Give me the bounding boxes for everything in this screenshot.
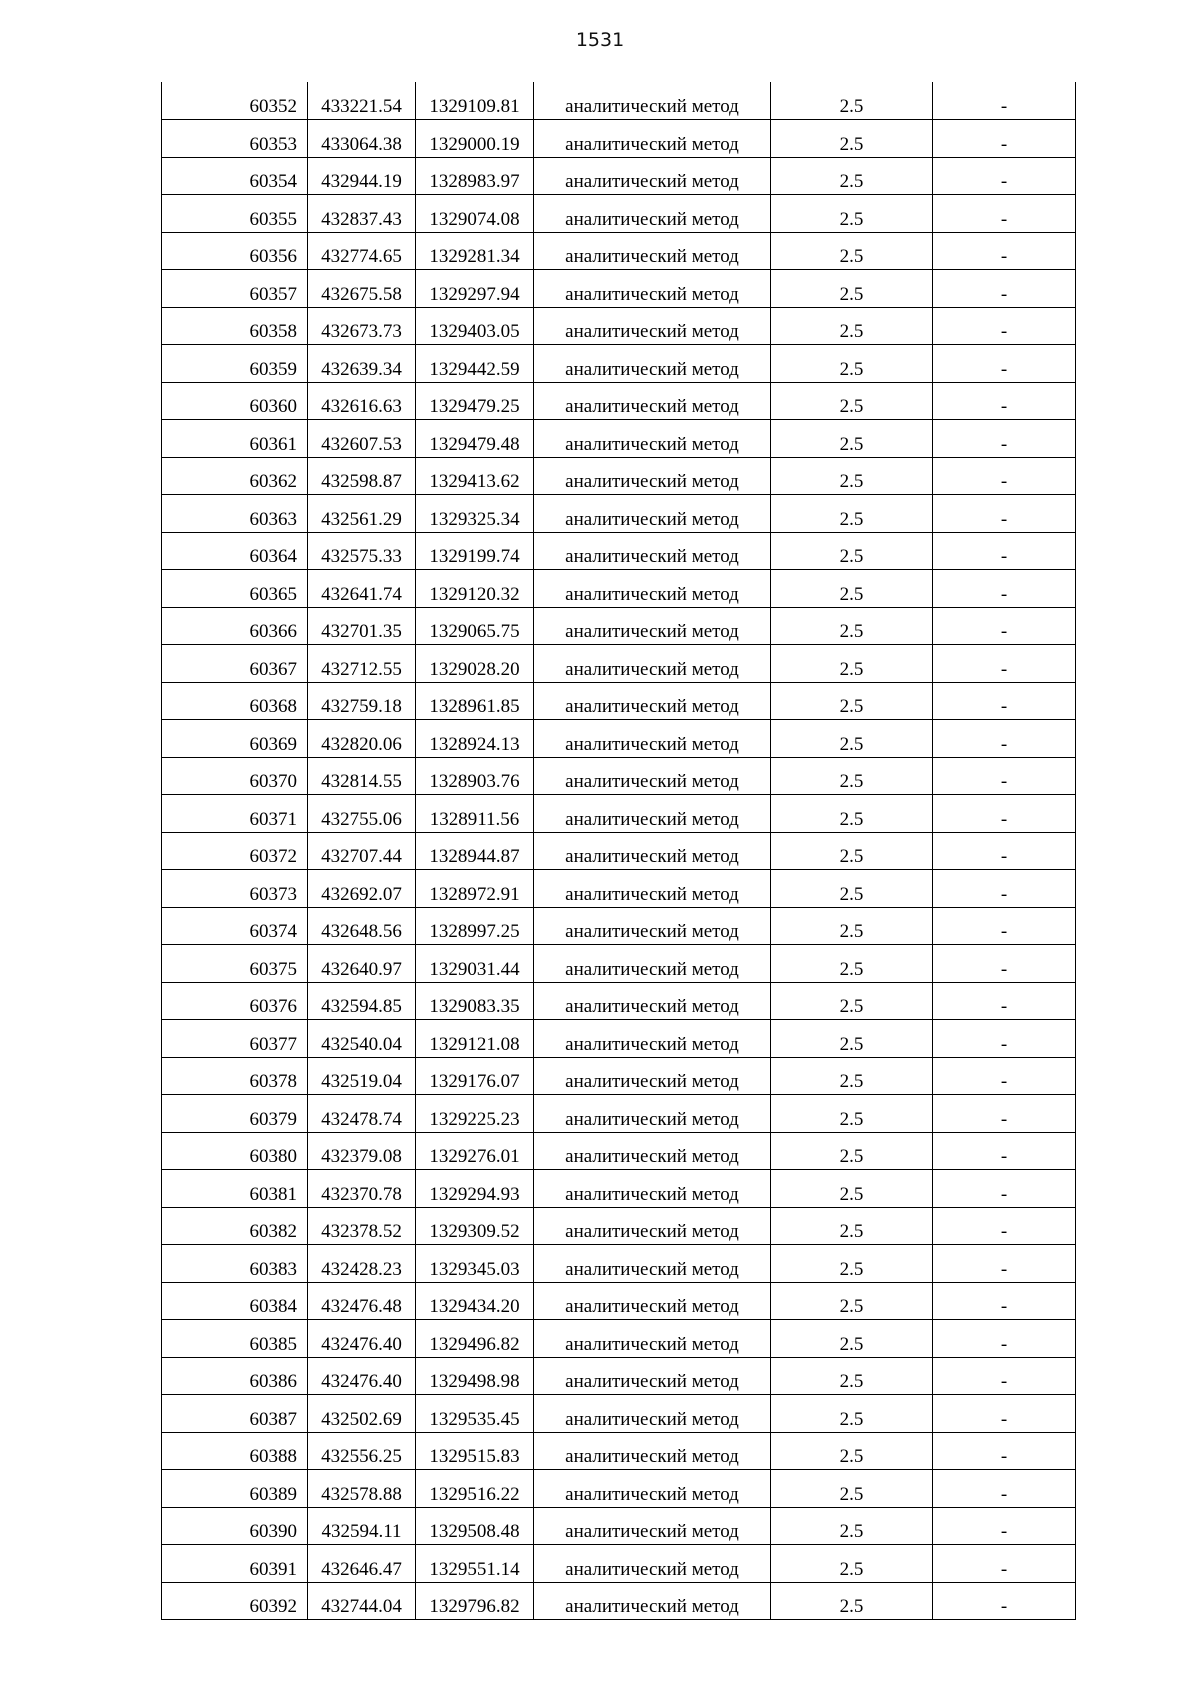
point-number-cell: 60356 [162, 232, 308, 270]
y-coordinate-cell: 1329309.52 [416, 1207, 534, 1245]
x-coordinate-cell: 432692.07 [308, 870, 416, 908]
method-cell: аналитический метод [534, 682, 771, 720]
table-row [162, 832, 1076, 870]
table-row [162, 757, 1076, 795]
note-cell: - [933, 682, 1076, 720]
method-cell: аналитический метод [534, 1357, 771, 1395]
method-cell: аналитический метод [534, 870, 771, 908]
x-coordinate-cell: 432578.88 [308, 1470, 416, 1508]
accuracy-cell: 2.5 [771, 982, 933, 1020]
x-coordinate-cell: 432519.04 [308, 1057, 416, 1095]
accuracy-cell: 2.5 [771, 682, 933, 720]
x-coordinate-cell: 432759.18 [308, 682, 416, 720]
x-coordinate-cell: 433221.54 [308, 82, 416, 120]
point-number-cell: 60359 [162, 345, 308, 383]
x-coordinate-cell: 432648.56 [308, 907, 416, 945]
accuracy-cell: 2.5 [771, 907, 933, 945]
note-cell: - [933, 345, 1076, 383]
method-cell: аналитический метод [534, 1432, 771, 1470]
table-row [162, 1582, 1076, 1620]
accuracy-cell: 2.5 [771, 120, 933, 158]
note-cell: - [933, 1357, 1076, 1395]
point-number-cell: 60386 [162, 1357, 308, 1395]
note-cell: - [933, 457, 1076, 495]
table-row [162, 382, 1076, 420]
note-cell: - [933, 1207, 1076, 1245]
table-row [162, 195, 1076, 233]
accuracy-cell: 2.5 [771, 345, 933, 383]
point-number-cell: 60377 [162, 1020, 308, 1058]
y-coordinate-cell: 1329796.82 [416, 1582, 534, 1620]
x-coordinate-cell: 432428.23 [308, 1245, 416, 1283]
y-coordinate-cell: 1329551.14 [416, 1545, 534, 1583]
method-cell: аналитический метод [534, 532, 771, 570]
note-cell: - [933, 1507, 1076, 1545]
method-cell: аналитический метод [534, 1020, 771, 1058]
method-cell: аналитический метод [534, 495, 771, 533]
accuracy-cell: 2.5 [771, 1432, 933, 1470]
accuracy-cell: 2.5 [771, 457, 933, 495]
y-coordinate-cell: 1329479.25 [416, 382, 534, 420]
y-coordinate-cell: 1329496.82 [416, 1320, 534, 1358]
method-cell: аналитический метод [534, 82, 771, 120]
note-cell: - [933, 945, 1076, 983]
table-row [162, 607, 1076, 645]
point-number-cell: 60353 [162, 120, 308, 158]
note-cell: - [933, 570, 1076, 608]
point-number-cell: 60354 [162, 157, 308, 195]
note-cell: - [933, 232, 1076, 270]
note-cell: - [933, 1132, 1076, 1170]
note-cell: - [933, 532, 1076, 570]
method-cell: аналитический метод [534, 1282, 771, 1320]
method-cell: аналитический метод [534, 1095, 771, 1133]
table-row [162, 1020, 1076, 1058]
table-row [162, 1470, 1076, 1508]
method-cell: аналитический метод [534, 1170, 771, 1208]
x-coordinate-cell: 432837.43 [308, 195, 416, 233]
y-coordinate-cell: 1329276.01 [416, 1132, 534, 1170]
point-number-cell: 60376 [162, 982, 308, 1020]
table-row [162, 270, 1076, 308]
x-coordinate-cell: 432575.33 [308, 532, 416, 570]
note-cell: - [933, 1095, 1076, 1133]
accuracy-cell: 2.5 [771, 307, 933, 345]
y-coordinate-cell: 1329508.48 [416, 1507, 534, 1545]
point-number-cell: 60373 [162, 870, 308, 908]
method-cell: аналитический метод [534, 1395, 771, 1433]
method-cell: аналитический метод [534, 1582, 771, 1620]
accuracy-cell: 2.5 [771, 1132, 933, 1170]
note-cell: - [933, 1020, 1076, 1058]
point-number-cell: 60368 [162, 682, 308, 720]
note-cell: - [933, 1170, 1076, 1208]
note-cell: - [933, 1470, 1076, 1508]
method-cell: аналитический метод [534, 420, 771, 458]
method-cell: аналитический метод [534, 645, 771, 683]
accuracy-cell: 2.5 [771, 1282, 933, 1320]
point-number-cell: 60361 [162, 420, 308, 458]
accuracy-cell: 2.5 [771, 1470, 933, 1508]
method-cell: аналитический метод [534, 720, 771, 758]
method-cell: аналитический метод [534, 270, 771, 308]
x-coordinate-cell: 432378.52 [308, 1207, 416, 1245]
method-cell: аналитический метод [534, 307, 771, 345]
accuracy-cell: 2.5 [771, 382, 933, 420]
y-coordinate-cell: 1329225.23 [416, 1095, 534, 1133]
method-cell: аналитический метод [534, 832, 771, 870]
table-row [162, 1057, 1076, 1095]
accuracy-cell: 2.5 [771, 1320, 933, 1358]
y-coordinate-cell: 1328911.56 [416, 795, 534, 833]
y-coordinate-cell: 1328983.97 [416, 157, 534, 195]
point-number-cell: 60370 [162, 757, 308, 795]
y-coordinate-cell: 1329294.93 [416, 1170, 534, 1208]
method-cell: аналитический метод [534, 1470, 771, 1508]
accuracy-cell: 2.5 [771, 1020, 933, 1058]
table-row [162, 1207, 1076, 1245]
method-cell: аналитический метод [534, 1320, 771, 1358]
x-coordinate-cell: 432944.19 [308, 157, 416, 195]
method-cell: аналитический метод [534, 945, 771, 983]
y-coordinate-cell: 1329403.05 [416, 307, 534, 345]
table-row [162, 645, 1076, 683]
y-coordinate-cell: 1329516.22 [416, 1470, 534, 1508]
x-coordinate-cell: 433064.38 [308, 120, 416, 158]
point-number-cell: 60380 [162, 1132, 308, 1170]
table-row [162, 870, 1076, 908]
table-row [162, 232, 1076, 270]
point-number-cell: 60366 [162, 607, 308, 645]
y-coordinate-cell: 1328972.91 [416, 870, 534, 908]
table-row [162, 307, 1076, 345]
accuracy-cell: 2.5 [771, 270, 933, 308]
point-number-cell: 60381 [162, 1170, 308, 1208]
y-coordinate-cell: 1329535.45 [416, 1395, 534, 1433]
note-cell: - [933, 1582, 1076, 1620]
point-number-cell: 60388 [162, 1432, 308, 1470]
point-number-cell: 60391 [162, 1545, 308, 1583]
table-row [162, 1507, 1076, 1545]
x-coordinate-cell: 432712.55 [308, 645, 416, 683]
x-coordinate-cell: 432646.47 [308, 1545, 416, 1583]
accuracy-cell: 2.5 [771, 1357, 933, 1395]
y-coordinate-cell: 1329325.34 [416, 495, 534, 533]
x-coordinate-cell: 432561.29 [308, 495, 416, 533]
x-coordinate-cell: 432540.04 [308, 1020, 416, 1058]
accuracy-cell: 2.5 [771, 645, 933, 683]
method-cell: аналитический метод [534, 382, 771, 420]
y-coordinate-cell: 1329442.59 [416, 345, 534, 383]
note-cell: - [933, 1545, 1076, 1583]
x-coordinate-cell: 432814.55 [308, 757, 416, 795]
y-coordinate-cell: 1329199.74 [416, 532, 534, 570]
point-number-cell: 60372 [162, 832, 308, 870]
point-number-cell: 60362 [162, 457, 308, 495]
note-cell: - [933, 157, 1076, 195]
accuracy-cell: 2.5 [771, 1507, 933, 1545]
accuracy-cell: 2.5 [771, 1582, 933, 1620]
accuracy-cell: 2.5 [771, 757, 933, 795]
point-number-cell: 60392 [162, 1582, 308, 1620]
y-coordinate-cell: 1329028.20 [416, 645, 534, 683]
y-coordinate-cell: 1328997.25 [416, 907, 534, 945]
accuracy-cell: 2.5 [771, 720, 933, 758]
y-coordinate-cell: 1329345.03 [416, 1245, 534, 1283]
x-coordinate-cell: 432820.06 [308, 720, 416, 758]
note-cell: - [933, 307, 1076, 345]
y-coordinate-cell: 1329083.35 [416, 982, 534, 1020]
x-coordinate-cell: 432641.74 [308, 570, 416, 608]
table-row [162, 495, 1076, 533]
point-number-cell: 60360 [162, 382, 308, 420]
x-coordinate-cell: 432502.69 [308, 1395, 416, 1433]
method-cell: аналитический метод [534, 607, 771, 645]
x-coordinate-cell: 432673.73 [308, 307, 416, 345]
note-cell: - [933, 982, 1076, 1020]
point-number-cell: 60389 [162, 1470, 308, 1508]
y-coordinate-cell: 1328924.13 [416, 720, 534, 758]
y-coordinate-cell: 1329074.08 [416, 195, 534, 233]
y-coordinate-cell: 1329413.62 [416, 457, 534, 495]
point-number-cell: 60379 [162, 1095, 308, 1133]
accuracy-cell: 2.5 [771, 532, 933, 570]
method-cell: аналитический метод [534, 195, 771, 233]
x-coordinate-cell: 432594.85 [308, 982, 416, 1020]
accuracy-cell: 2.5 [771, 1245, 933, 1283]
accuracy-cell: 2.5 [771, 157, 933, 195]
x-coordinate-cell: 432379.08 [308, 1132, 416, 1170]
accuracy-cell: 2.5 [771, 570, 933, 608]
note-cell: - [933, 495, 1076, 533]
accuracy-cell: 2.5 [771, 607, 933, 645]
table-row [162, 1395, 1076, 1433]
y-coordinate-cell: 1329000.19 [416, 120, 534, 158]
table-row [162, 982, 1076, 1020]
table-row [162, 1320, 1076, 1358]
point-number-cell: 60384 [162, 1282, 308, 1320]
table-row [162, 120, 1076, 158]
table-row [162, 720, 1076, 758]
method-cell: аналитический метод [534, 345, 771, 383]
x-coordinate-cell: 432594.11 [308, 1507, 416, 1545]
y-coordinate-cell: 1328903.76 [416, 757, 534, 795]
note-cell: - [933, 832, 1076, 870]
x-coordinate-cell: 432476.40 [308, 1320, 416, 1358]
table-row [162, 1170, 1076, 1208]
y-coordinate-cell: 1329515.83 [416, 1432, 534, 1470]
accuracy-cell: 2.5 [771, 82, 933, 120]
y-coordinate-cell: 1329031.44 [416, 945, 534, 983]
note-cell: - [933, 1245, 1076, 1283]
point-number-cell: 60390 [162, 1507, 308, 1545]
table-row [162, 457, 1076, 495]
table-row [162, 945, 1076, 983]
table-row [162, 345, 1076, 383]
note-cell: - [933, 270, 1076, 308]
table-row [162, 1357, 1076, 1395]
point-number-cell: 60364 [162, 532, 308, 570]
method-cell: аналитический метод [534, 1057, 771, 1095]
x-coordinate-cell: 432476.40 [308, 1357, 416, 1395]
table-row [162, 1245, 1076, 1283]
x-coordinate-cell: 432755.06 [308, 795, 416, 833]
note-cell: - [933, 870, 1076, 908]
method-cell: аналитический метод [534, 982, 771, 1020]
y-coordinate-cell: 1329434.20 [416, 1282, 534, 1320]
y-coordinate-cell: 1329065.75 [416, 607, 534, 645]
accuracy-cell: 2.5 [771, 1207, 933, 1245]
accuracy-cell: 2.5 [771, 1395, 933, 1433]
note-cell: - [933, 795, 1076, 833]
accuracy-cell: 2.5 [771, 1057, 933, 1095]
method-cell: аналитический метод [534, 907, 771, 945]
x-coordinate-cell: 432556.25 [308, 1432, 416, 1470]
table-row [162, 570, 1076, 608]
y-coordinate-cell: 1329176.07 [416, 1057, 534, 1095]
note-cell: - [933, 1395, 1076, 1433]
method-cell: аналитический метод [534, 1245, 771, 1283]
point-number-cell: 60387 [162, 1395, 308, 1433]
y-coordinate-cell: 1329297.94 [416, 270, 534, 308]
accuracy-cell: 2.5 [771, 1095, 933, 1133]
x-coordinate-cell: 432774.65 [308, 232, 416, 270]
x-coordinate-cell: 432598.87 [308, 457, 416, 495]
note-cell: - [933, 1320, 1076, 1358]
y-coordinate-cell: 1329281.34 [416, 232, 534, 270]
accuracy-cell: 2.5 [771, 832, 933, 870]
note-cell: - [933, 607, 1076, 645]
point-number-cell: 60352 [162, 82, 308, 120]
method-cell: аналитический метод [534, 757, 771, 795]
accuracy-cell: 2.5 [771, 1545, 933, 1583]
point-number-cell: 60357 [162, 270, 308, 308]
x-coordinate-cell: 432616.63 [308, 382, 416, 420]
note-cell: - [933, 120, 1076, 158]
table-row [162, 907, 1076, 945]
y-coordinate-cell: 1329109.81 [416, 82, 534, 120]
method-cell: аналитический метод [534, 457, 771, 495]
x-coordinate-cell: 432744.04 [308, 1582, 416, 1620]
table-row [162, 1095, 1076, 1133]
x-coordinate-cell: 432675.58 [308, 270, 416, 308]
table-row [162, 1432, 1076, 1470]
x-coordinate-cell: 432707.44 [308, 832, 416, 870]
note-cell: - [933, 720, 1076, 758]
table-row [162, 682, 1076, 720]
point-number-cell: 60358 [162, 307, 308, 345]
note-cell: - [933, 1282, 1076, 1320]
note-cell: - [933, 195, 1076, 233]
point-number-cell: 60363 [162, 495, 308, 533]
accuracy-cell: 2.5 [771, 945, 933, 983]
point-number-cell: 60378 [162, 1057, 308, 1095]
table-row [162, 157, 1076, 195]
method-cell: аналитический метод [534, 1545, 771, 1583]
x-coordinate-cell: 432370.78 [308, 1170, 416, 1208]
table-row [162, 1545, 1076, 1583]
point-number-cell: 60371 [162, 795, 308, 833]
table-row [162, 82, 1076, 120]
note-cell: - [933, 907, 1076, 945]
accuracy-cell: 2.5 [771, 195, 933, 233]
note-cell: - [933, 1057, 1076, 1095]
accuracy-cell: 2.5 [771, 870, 933, 908]
x-coordinate-cell: 432607.53 [308, 420, 416, 458]
x-coordinate-cell: 432476.48 [308, 1282, 416, 1320]
method-cell: аналитический метод [534, 157, 771, 195]
note-cell: - [933, 645, 1076, 683]
point-number-cell: 60383 [162, 1245, 308, 1283]
method-cell: аналитический метод [534, 1132, 771, 1170]
table-row [162, 532, 1076, 570]
note-cell: - [933, 757, 1076, 795]
point-number-cell: 60365 [162, 570, 308, 608]
point-number-cell: 60385 [162, 1320, 308, 1358]
point-number-cell: 60369 [162, 720, 308, 758]
x-coordinate-cell: 432701.35 [308, 607, 416, 645]
point-number-cell: 60374 [162, 907, 308, 945]
note-cell: - [933, 420, 1076, 458]
method-cell: аналитический метод [534, 795, 771, 833]
y-coordinate-cell: 1329498.98 [416, 1357, 534, 1395]
x-coordinate-cell: 432639.34 [308, 345, 416, 383]
table-row [162, 795, 1076, 833]
accuracy-cell: 2.5 [771, 420, 933, 458]
y-coordinate-cell: 1328944.87 [416, 832, 534, 870]
y-coordinate-cell: 1329121.08 [416, 1020, 534, 1058]
note-cell: - [933, 1432, 1076, 1470]
note-cell: - [933, 382, 1076, 420]
point-number-cell: 60382 [162, 1207, 308, 1245]
accuracy-cell: 2.5 [771, 495, 933, 533]
point-number-cell: 60367 [162, 645, 308, 683]
y-coordinate-cell: 1329479.48 [416, 420, 534, 458]
y-coordinate-cell: 1329120.32 [416, 570, 534, 608]
method-cell: аналитический метод [534, 1507, 771, 1545]
table-row [162, 420, 1076, 458]
accuracy-cell: 2.5 [771, 232, 933, 270]
point-number-cell: 60375 [162, 945, 308, 983]
method-cell: аналитический метод [534, 570, 771, 608]
table-row [162, 1132, 1076, 1170]
table-body [162, 82, 1076, 1620]
accuracy-cell: 2.5 [771, 1170, 933, 1208]
note-cell: - [933, 82, 1076, 120]
method-cell: аналитический метод [534, 1207, 771, 1245]
coordinates-table [161, 82, 1076, 1620]
accuracy-cell: 2.5 [771, 795, 933, 833]
table-row [162, 1282, 1076, 1320]
x-coordinate-cell: 432478.74 [308, 1095, 416, 1133]
x-coordinate-cell: 432640.97 [308, 945, 416, 983]
method-cell: аналитический метод [534, 120, 771, 158]
method-cell: аналитический метод [534, 232, 771, 270]
point-number-cell: 60355 [162, 195, 308, 233]
y-coordinate-cell: 1328961.85 [416, 682, 534, 720]
page-number: 1531 [575, 29, 625, 51]
